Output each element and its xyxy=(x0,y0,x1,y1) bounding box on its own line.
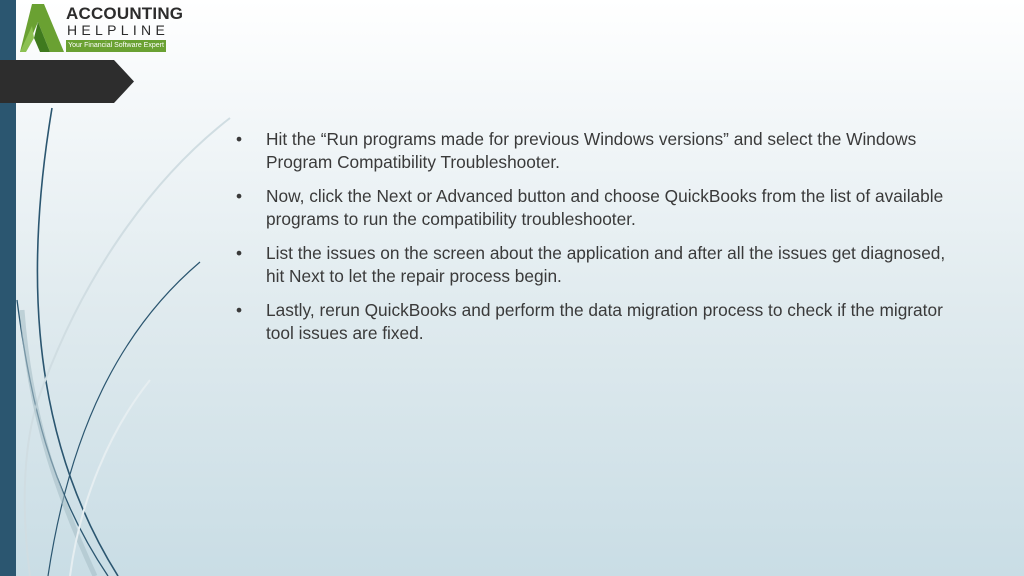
bullet-item xyxy=(236,128,956,174)
bullet-text: Hit the “Run programs made for previous Windows versions” and select the Windows Program Compatibility Troubleshooter. xyxy=(266,129,917,172)
logo-line2: HELPLINE xyxy=(67,22,170,38)
logo-line1: ACCOUNTING xyxy=(66,4,184,23)
logo-tagline: Your Financial Software Expert xyxy=(66,40,166,52)
company-logo xyxy=(20,4,184,54)
bullet-item xyxy=(236,242,956,288)
bullet-text: Lastly, rerun QuickBooks and perform the data migration process to check if the migrator tool issues are fixed. xyxy=(266,300,943,343)
curve-dark-1 xyxy=(37,108,118,576)
logo-a-icon xyxy=(20,4,64,54)
bullet-text: List the issues on the screen about the application and after all the issues get diagnosed, hit Next to let the repair process begin. xyxy=(266,243,946,286)
bullet-list xyxy=(236,128,956,356)
title-banner-arrow xyxy=(0,60,134,103)
bullet-text: Now, click the Next or Advanced button and choose QuickBooks from the list of available programs to run the compatibility troubleshooter. xyxy=(266,186,944,229)
bullet-item xyxy=(236,185,956,231)
curve-light-1 xyxy=(25,118,230,576)
bullet-marker: • xyxy=(236,129,243,149)
bullet-marker: • xyxy=(236,300,243,320)
bullet-marker: • xyxy=(236,186,243,206)
bullet-item xyxy=(236,299,956,345)
bullet-marker: • xyxy=(236,243,243,263)
